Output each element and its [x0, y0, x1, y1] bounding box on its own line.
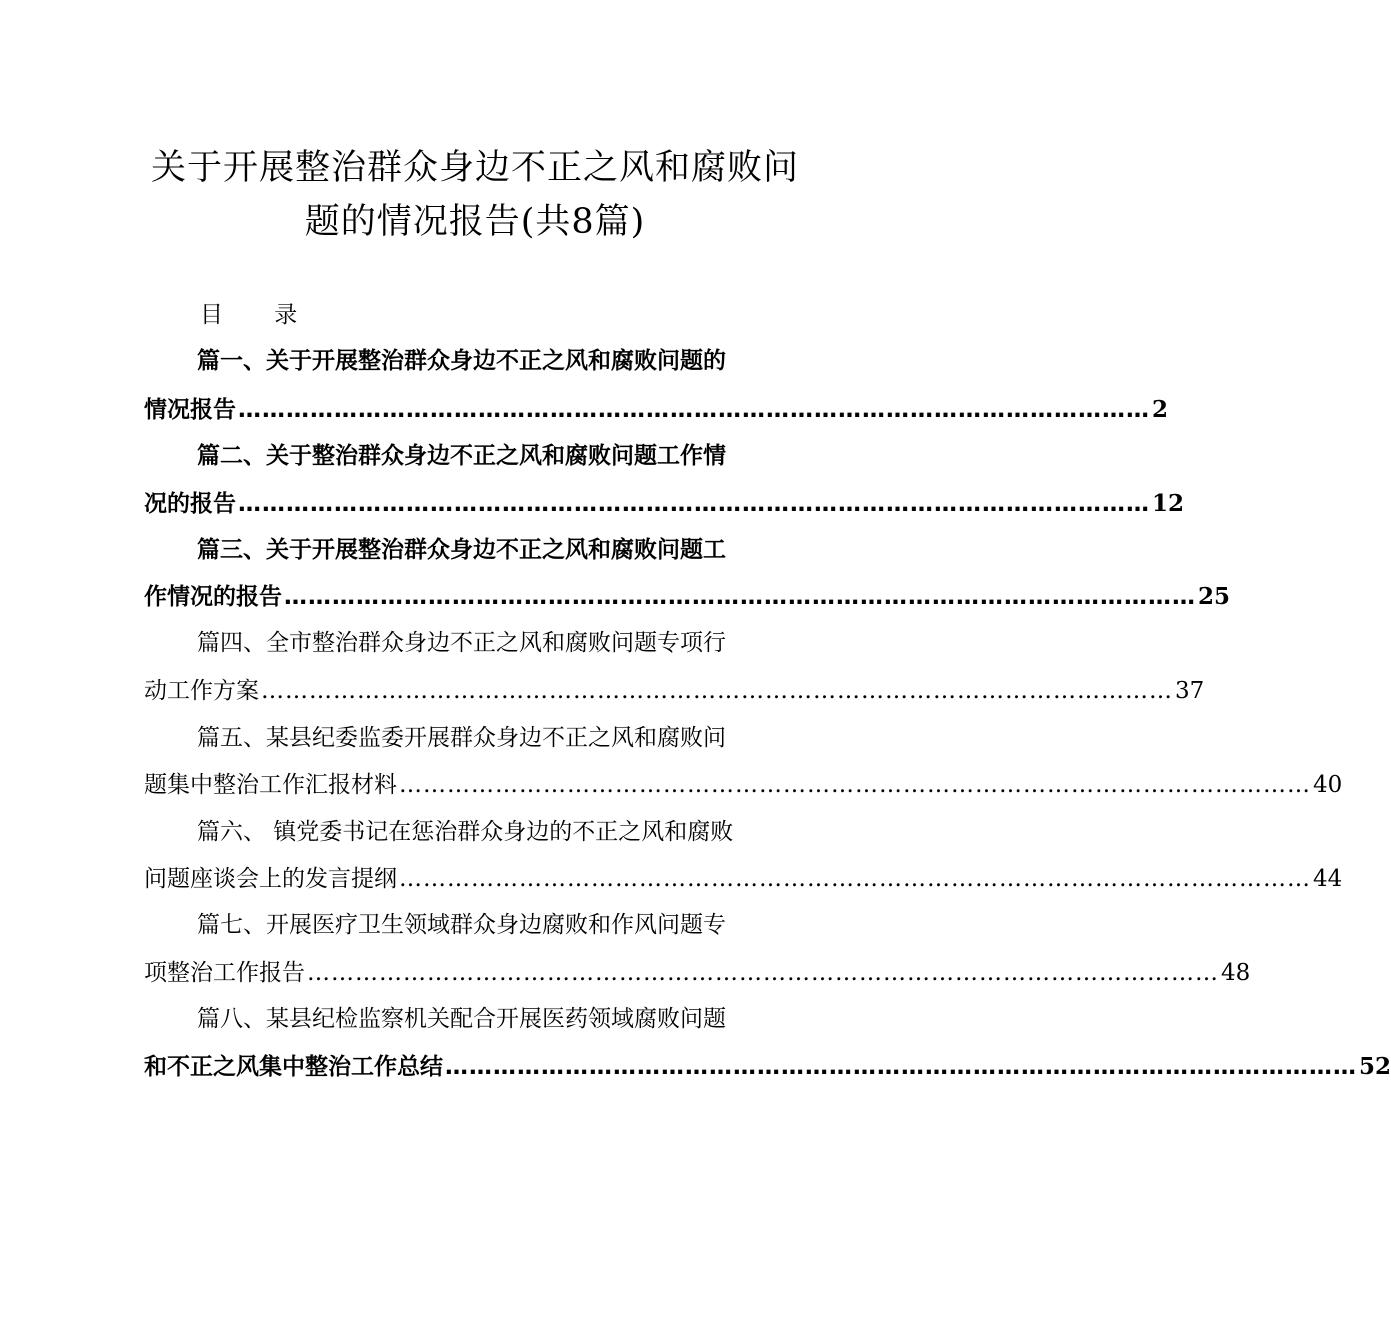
toc-leader-dots: …………………………………………………………………………………………………… — [238, 397, 1150, 423]
toc-leader-dots: …………………………………………………………………………………………………… — [399, 866, 1311, 892]
toc-entry-page-number: 2 — [1152, 396, 1169, 423]
toc-entry-page-number: 12 — [1152, 490, 1185, 517]
toc-entry-title-continuation: 问题座谈会上的发言提纲 — [144, 866, 397, 892]
document-title-line-1: 关于开展整治群众身边不正之风和腐败问 — [150, 148, 799, 188]
toc-entry-8-title-line-1[interactable]: 篇八、某县纪检监察机关配合开展医药领域腐败问题 — [197, 1006, 726, 1032]
toc-entry-3-title-line-1[interactable]: 篇三、关于开展整治群众身边不正之风和腐败问题工 — [197, 537, 726, 563]
toc-entry-page-number: 25 — [1198, 583, 1231, 610]
toc-entry-4-title-line-2[interactable] — [144, 676, 1205, 706]
toc-entry-5-title-line-1[interactable]: 篇五、某县纪委监委开展群众身边不正之风和腐败问 — [197, 725, 726, 751]
toc-entry-title-continuation: 和不正之风集中整治工作总结 — [144, 1054, 443, 1080]
toc-leader-dots: …………………………………………………………………………………………………… — [261, 678, 1173, 704]
document-title-line-2: 题的情况报告(共8篇) — [304, 202, 646, 242]
toc-leader-dots: …………………………………………………………………………………………………… — [284, 584, 1196, 610]
toc-entry-7-title-line-1[interactable]: 篇七、开展医疗卫生领域群众身边腐败和作风问题专 — [197, 912, 726, 938]
toc-entry-title-continuation: 作情况的报告 — [144, 584, 282, 610]
toc-entry-3-title-line-2[interactable] — [144, 582, 1231, 612]
toc-leader-dots: …………………………………………………………………………………………………… — [445, 1054, 1357, 1080]
toc-leader-dots: …………………………………………………………………………………………………… — [307, 960, 1219, 986]
toc-entry-page-number: 40 — [1313, 772, 1343, 798]
toc-entry-7-title-line-2[interactable] — [144, 958, 1251, 988]
toc-entry-5-title-line-2[interactable] — [144, 770, 1343, 800]
toc-leader-dots: …………………………………………………………………………………………………… — [238, 491, 1150, 517]
toc-entry-title-continuation: 题集中整治工作汇报材料 — [144, 772, 397, 798]
toc-entry-title-continuation: 情况报告 — [144, 397, 236, 423]
toc-entry-6-title-line-1[interactable]: 篇六、 镇党委书记在惩治群众身边的不正之风和腐败 — [197, 819, 734, 845]
toc-entry-1-title-line-2[interactable] — [144, 395, 1169, 425]
toc-entry-title-continuation: 动工作方案 — [144, 678, 259, 704]
toc-entry-title-continuation: 况的报告 — [144, 491, 236, 517]
toc-entry-page-number: 48 — [1221, 960, 1251, 986]
toc-entry-6-title-line-2[interactable] — [144, 864, 1343, 894]
toc-entry-1-title-line-1[interactable]: 篇一、关于开展整治群众身边不正之风和腐败问题的 — [197, 348, 726, 374]
toc-heading: 目 录 — [200, 302, 320, 328]
toc-entry-4-title-line-1[interactable]: 篇四、全市整治群众身边不正之风和腐败问题专项行 — [197, 630, 726, 656]
toc-entry-2-title-line-1[interactable]: 篇二、关于整治群众身边不正之风和腐败问题工作情 — [197, 443, 726, 469]
toc-entry-page-number: 37 — [1175, 678, 1205, 704]
toc-leader-dots: …………………………………………………………………………………………………… — [399, 772, 1311, 798]
toc-entry-title-continuation: 项整治工作报告 — [144, 960, 305, 986]
toc-entry-page-number: 52 — [1359, 1053, 1391, 1080]
toc-entry-page-number: 44 — [1313, 866, 1343, 892]
toc-entry-2-title-line-2[interactable] — [144, 489, 1185, 519]
toc-entry-8-title-line-2[interactable] — [144, 1052, 1391, 1082]
